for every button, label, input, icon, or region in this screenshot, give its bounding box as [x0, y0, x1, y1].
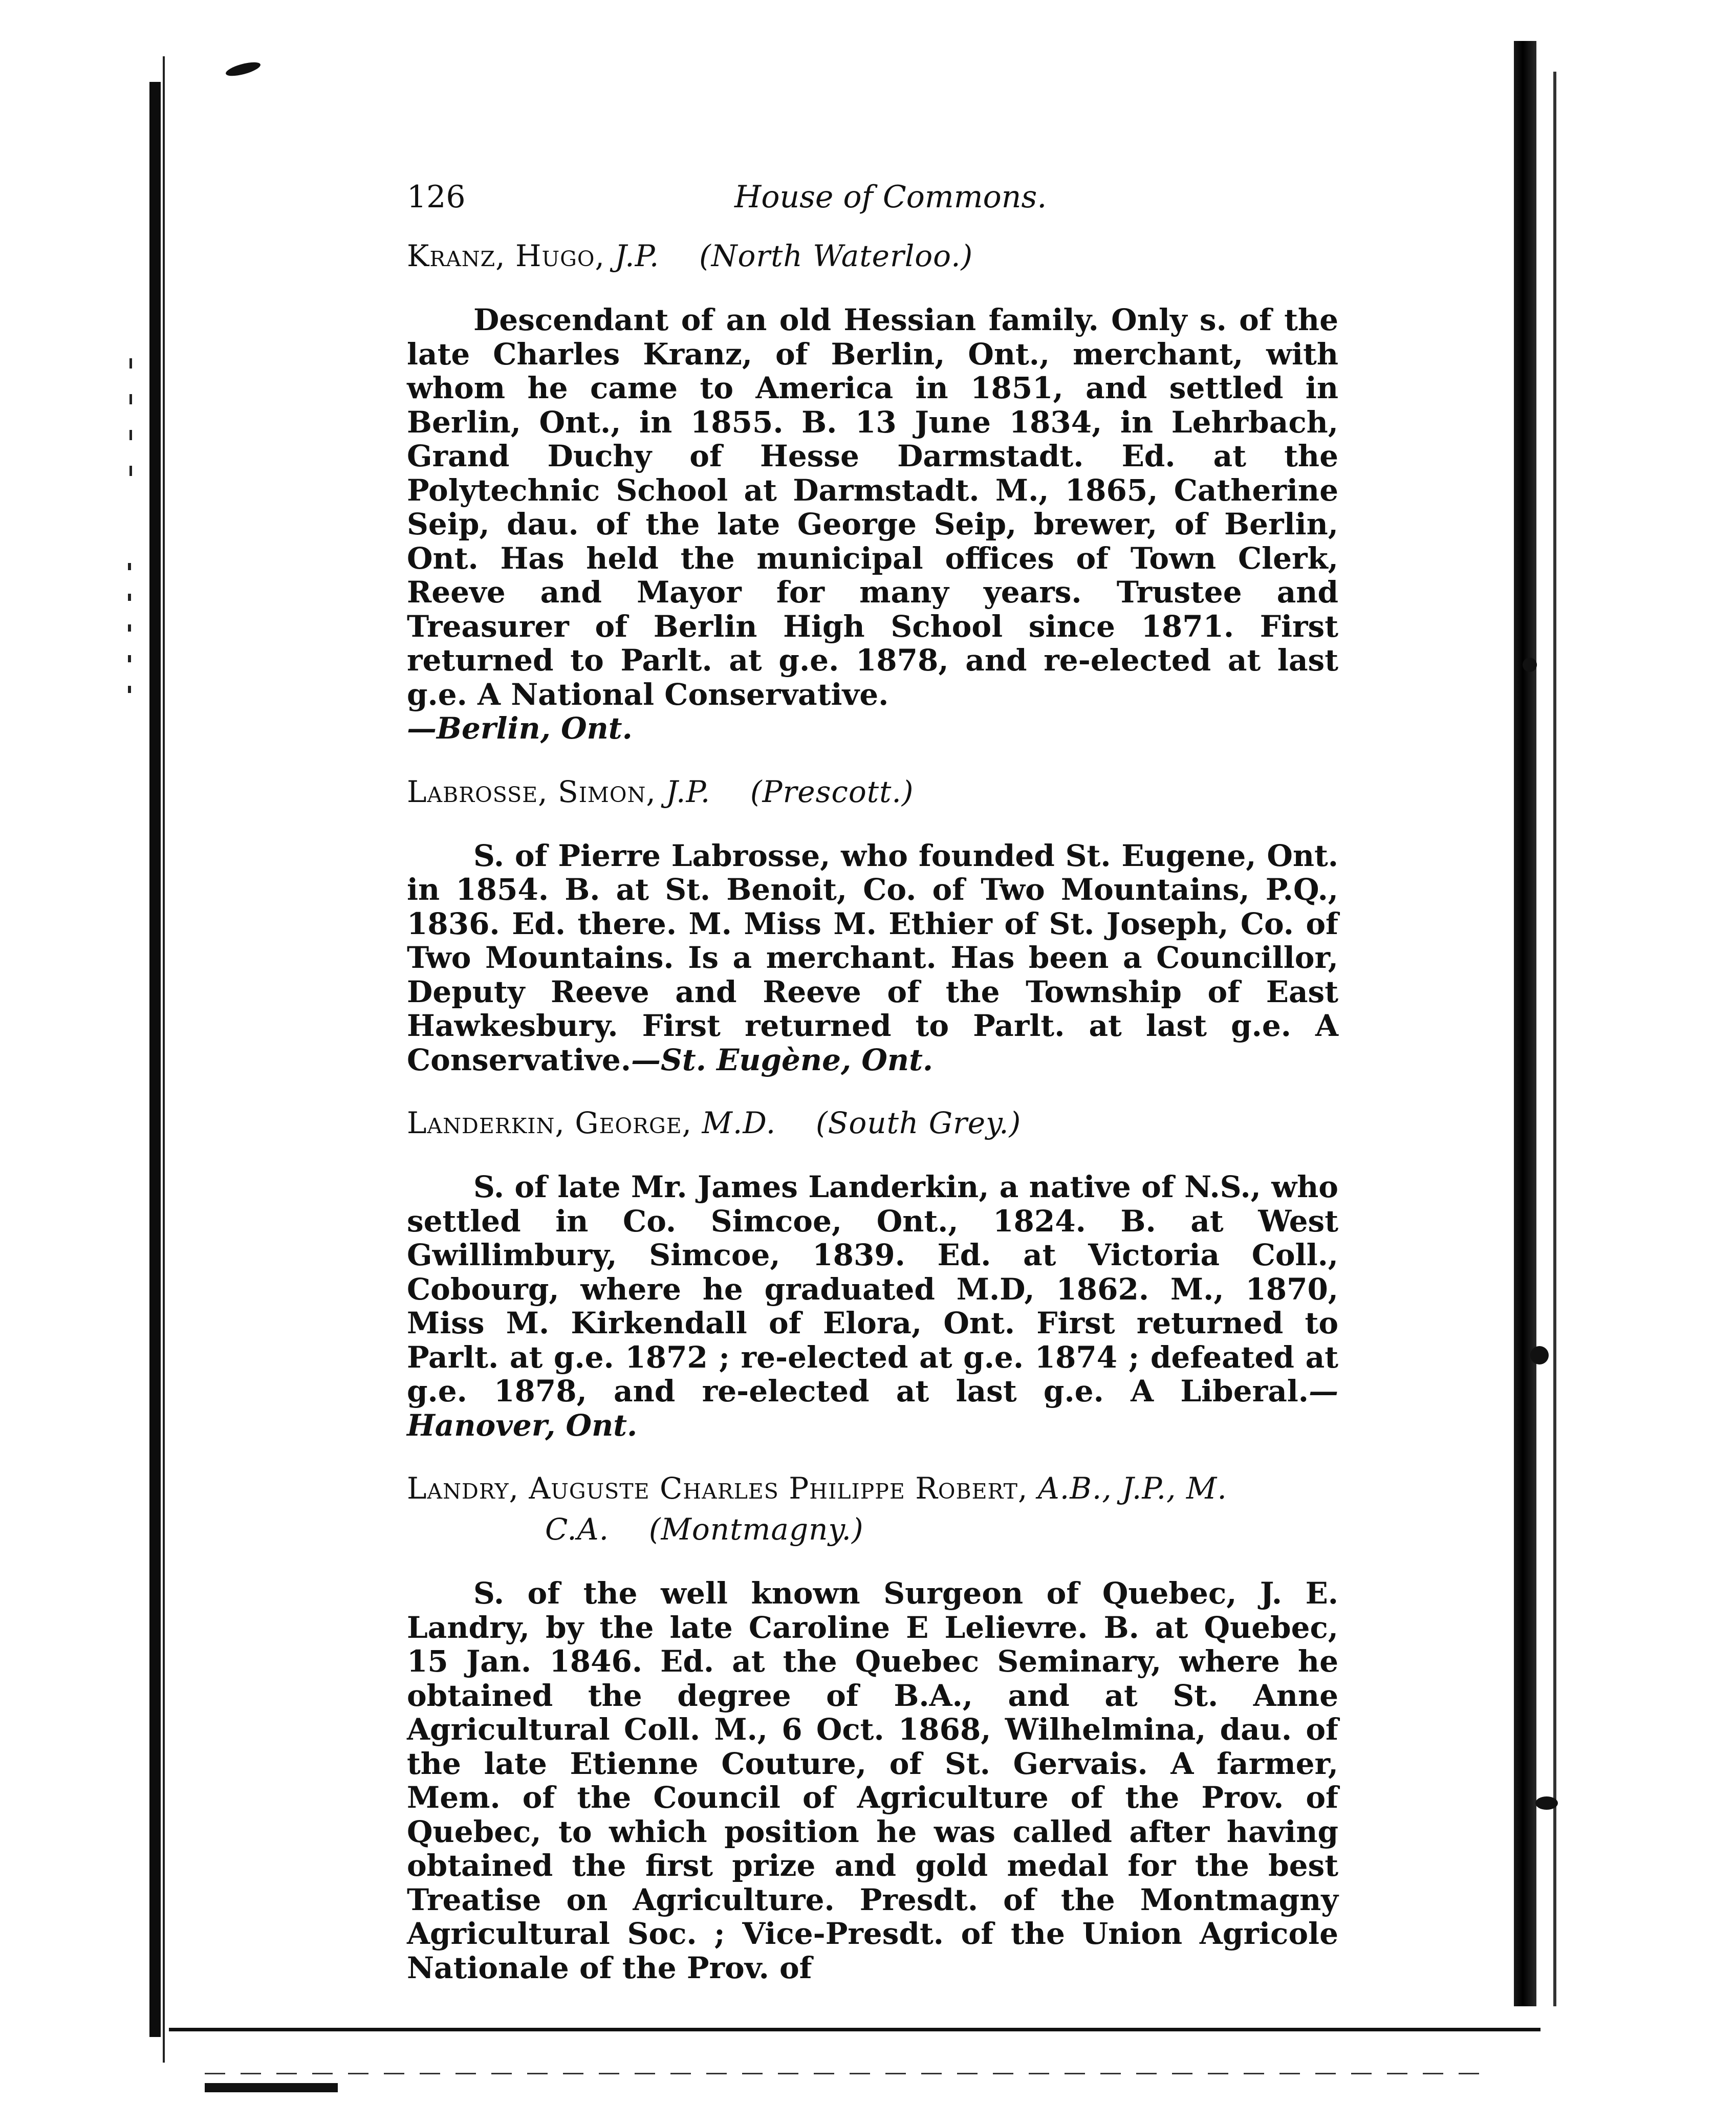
member-title: J.P. — [666, 774, 711, 809]
entry-body — [407, 1576, 1338, 1985]
member-name: Landerkin, George, — [407, 1106, 692, 1140]
entry-address: —Hanover, Ont. — [407, 1374, 1338, 1443]
scan-border-bottom-dashes — [205, 2073, 1484, 2074]
running-title: House of Commons. — [734, 179, 1047, 215]
entry-address: —Berlin, Ont. — [407, 711, 633, 746]
entry-heading — [407, 771, 1338, 812]
scan-left-dots-2 — [129, 358, 132, 481]
scan-border-right-edge — [1553, 72, 1556, 2006]
scan-smudge-right-1 — [1523, 658, 1537, 672]
entry-body — [407, 1170, 1338, 1442]
entry-text: Descendant of an old Hessian family. Only s. of the late Charles Kranz, of Berlin, Ont., merchant, with whom he came to America in 1851, and settled in Berlin, Ont., in 1855. B. 13 June 1834, in Lehrbach, Grand Duchy of Hesse Darmstadt. Ed. at the Polytechnic School at Darmstadt. M., 1865, Catherine Seip, dau. of the late George Seip, brewer, of Berlin, Ont. Has held the municipal offices of Town Clerk, Reeve and Mayor for many years. Trustee and Treasurer of Berlin High School since 1871. First returned to Parlt. at g.e. 1878, and re-elected at last g.e. A National Conservative. — [407, 302, 1338, 712]
member-riding: (Prescott.) — [750, 774, 914, 809]
entry-heading — [407, 1102, 1338, 1143]
member-name: Labrosse, Simon, — [407, 774, 656, 809]
member-title: J.P. — [615, 239, 660, 273]
entry-body — [407, 839, 1338, 1077]
running-head — [407, 169, 1338, 225]
scan-bottom-block — [205, 2083, 338, 2092]
scan-left-dots — [128, 563, 131, 696]
scan-smudge-right-2 — [1530, 1346, 1549, 1364]
scan-smudge-top-left — [225, 59, 262, 78]
member-name: Kranz, Hugo, — [407, 239, 605, 273]
member-title: M.D. — [702, 1106, 776, 1140]
entry-text: S. of the well known Surgeon of Quebec, J. E. Landry, by the late Caroline E Lelievre. B. at Quebec, 15 Jan. 1846. Ed. at the Quebec Seminary, where he obtained the degree of B.A., and at St. Anne Agricultural Coll. M., 6 Oct. 1868, Wilhelmina, dau. of the late Etienne Couture, of St. Gervais. A farmer, Mem. of the Council of Agriculture of the Prov. of Quebec, to which position he was called after having obtained the first prize and gold medal for the best Treatise on Agriculture. Presdt. of the Montmagny Agricultural Soc. ; Vice-Presdt. of the Union Agricole Nationale of the Prov. of — [407, 1576, 1338, 1985]
scan-border-bottom — [169, 2028, 1540, 2031]
scan-border-left-thin — [163, 56, 165, 2063]
member-riding: (Montmagny.) — [648, 1512, 864, 1547]
entry-text: S. of Pierre Labrosse, who founded St. Eugene, Ont. in 1854. B. at St. Benoit, Co. of Two Mountains, P.Q., 1836. Ed. there. M. Miss M. Ethier of St. Joseph, Co. of Two Mountains. Is a merchant. Has been a Councillor, Deputy Reeve and Reeve of the Township of East Hawkesbury. First returned to Parlt. at last g.e. A Conservative. — [407, 838, 1338, 1077]
scan-border-left — [149, 82, 161, 2037]
member-title: A.B., J.P., M. — [1037, 1471, 1227, 1506]
scan-border-right — [1514, 41, 1536, 2006]
entry-heading — [407, 1468, 1338, 1550]
scan-smudge-right-3 — [1535, 1796, 1558, 1810]
page-number: 126 — [407, 179, 466, 215]
page-content — [407, 169, 1338, 2010]
entry-body — [407, 303, 1338, 746]
member-title-continued: C.A. — [545, 1512, 610, 1547]
entry-text: S. of late Mr. James Landerkin, a native of N.S., who settled in Co. Simcoe, Ont., 1824. B. at West Gwillimbury, Simcoe, 1839. Ed. at Victoria Coll., Cobourg, where he graduated M.D, 1862. M., 1870, Miss M. Kirkendall of Elora, Ont. First returned to Parlt. at g.e. 1872 ; re-elected at g.e. 1874 ; defeated at g.e. 1878, and re-elected at last g.e. A Liberal. — [407, 1169, 1338, 1408]
member-name: Landry, Auguste Charles Philippe Robert, — [407, 1471, 1028, 1506]
entry-heading — [407, 235, 1338, 276]
member-riding: (South Grey.) — [816, 1106, 1022, 1140]
entry-address: —St. Eugène, Ont. — [631, 1042, 934, 1077]
member-riding: (North Waterloo.) — [699, 239, 973, 273]
